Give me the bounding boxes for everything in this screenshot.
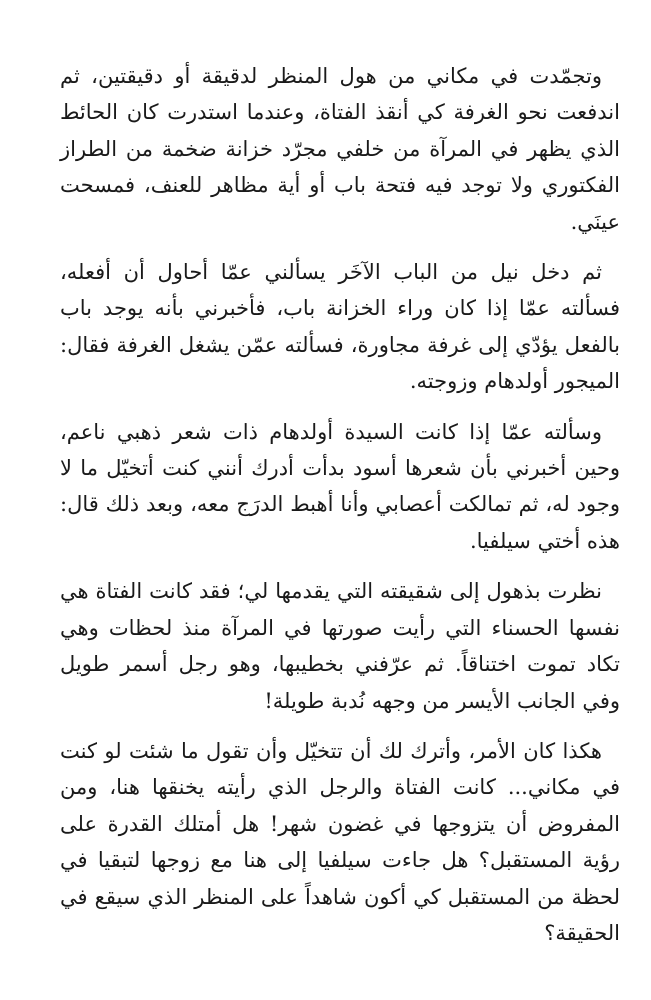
paragraph-3: وسألته عمّا إذا كانت السيدة أولدهام ذات شعر ذهبي ناعم، وحين أخبرني بأن شعرها أسود بدأت أدرك أنني كنت أتخيّل ما لا وجود له، ثم تمالكت أعصابي وأنا أهبط الدرَج معه، وبعد ذلك قال: هذه أختي سيلفيا. bbox=[60, 419, 620, 553]
book-page bbox=[60, 58, 620, 951]
paragraph-5: هكذا كان الأمر، وأترك لك أن تتخيّل وأن تقول ما شئت لو كنت في مكاني... كانت الفتاة والرجل الذي رأيته يخنقها هنا، ومن المفروض أن يتزوجها في غضون شهر! هل أمتلك القدرة على رؤية المستقبل؟ هل جاءت سيلفيا إلى هنا مع زوجها لتبقيا في لحظة من المستقبل كي أكون شاهداً على المنظر الذي سيقع في الحقيقة؟ bbox=[60, 738, 620, 945]
paragraph-2: ثم دخل نيل من الباب الآخَر يسألني عمّا أحاول أن أفعله، فسألته عمّا إذا كان وراء الخزانة باب، فأخبرني بأنه يوجد باب بالفعل يؤدّي إلى غرفة مجاورة، فسألته عمّن يشغل الغرفة فقال: الميجور أولدهام وزوجته. bbox=[60, 260, 620, 394]
paragraph-4: نظرت بذهول إلى شقيقته التي يقدمها لي؛ فقد كانت الفتاة هي نفسها الحسناء التي رأيت صورتها في المرآة منذ لحظات وهي تكاد تموت اختناقاً. ثم عرّفني بخطيبها، وهو رجل أسمر طويل وفي الجانب الأيسر من وجهه نُدبة طويلة! bbox=[60, 579, 620, 713]
paragraph-1: وتجمّدت في مكاني من هول المنظر لدقيقة أو دقيقتين، ثم اندفعت نحو الغرفة كي أنقذ الفتاة، وعندما استدرت كان الحائط الذي يظهر في المرآة من خلفي مجرّد خزانة ضخمة من الطراز الفكتوري ولا توجد فيه فتحة باب أو أية مظاهر للعنف، فمسحت عينَي. bbox=[60, 64, 620, 234]
